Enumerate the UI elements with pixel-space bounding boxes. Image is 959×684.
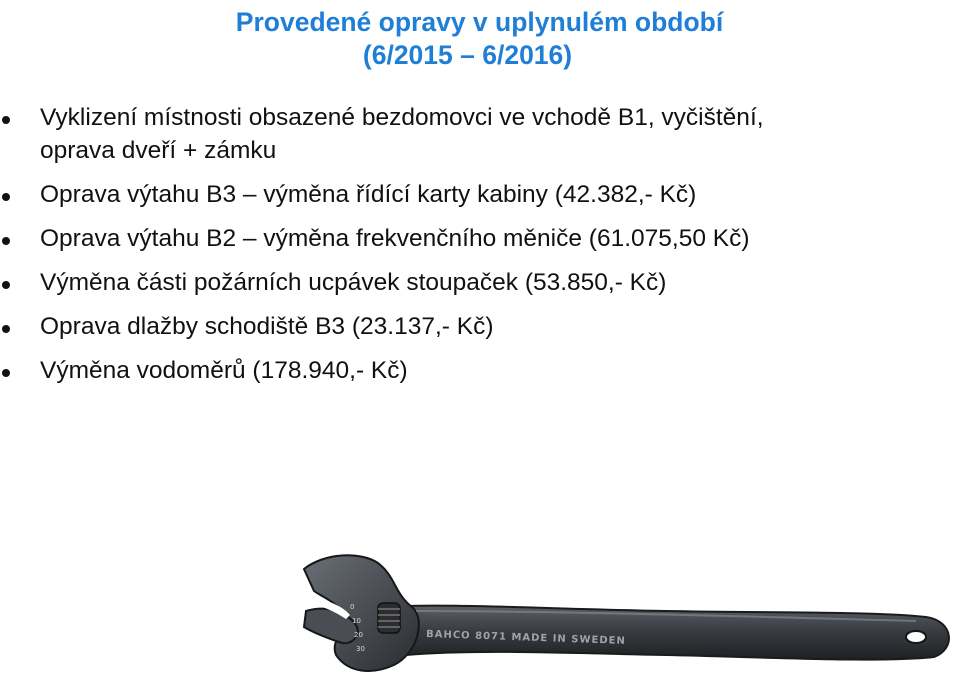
scale-mark: 0	[350, 603, 355, 611]
bullet-icon	[2, 116, 10, 124]
list-item-text: Oprava výtahu B3 – výměna řídící karty kabiny (42.382,- Kč)	[40, 181, 697, 208]
list-item-text: Výměna vodoměrů (178.940,- Kč)	[40, 357, 408, 384]
bullet-icon	[2, 193, 10, 201]
title-line-2: (6/2015 – 6/2016)	[362, 40, 573, 70]
list-item	[0, 222, 959, 255]
wrench-engraving: BAHCO 8071 MADE IN SWEDEN	[425, 629, 626, 647]
scale-mark: 20	[354, 631, 363, 639]
list-item	[0, 354, 959, 387]
list-item-text: Oprava výtahu B2 – výměna frekvenčního měniče (61.075,50 Kč)	[40, 225, 750, 252]
list-item	[0, 101, 959, 167]
list-item-text: Oprava dlažby schodiště B3 (23.137,- Kč)	[40, 313, 494, 340]
scale-mark: 10	[352, 617, 361, 625]
bullet-list	[0, 101, 959, 398]
list-item-text-continued: oprava dveří + zámku	[40, 137, 277, 164]
adjustable-wrench-icon	[286, 545, 956, 684]
list-item-text: Vyklizení místnosti obsazené bezdomovci ve vchodě B1, vyčištění,	[40, 104, 764, 131]
bullet-icon	[2, 281, 10, 289]
bullet-icon	[2, 237, 10, 245]
bullet-icon	[2, 325, 10, 333]
list-item	[0, 310, 959, 343]
list-item	[0, 266, 959, 299]
bullet-icon	[2, 369, 10, 377]
title-line-1: Provedené opravy v uplynulém období	[235, 7, 724, 37]
list-item	[0, 178, 959, 211]
list-item-text: Výměna části požárních ucpávek stoupaček (53.850,- Kč)	[40, 269, 667, 296]
slide-title	[0, 6, 959, 72]
scale-mark: 30	[356, 645, 365, 653]
